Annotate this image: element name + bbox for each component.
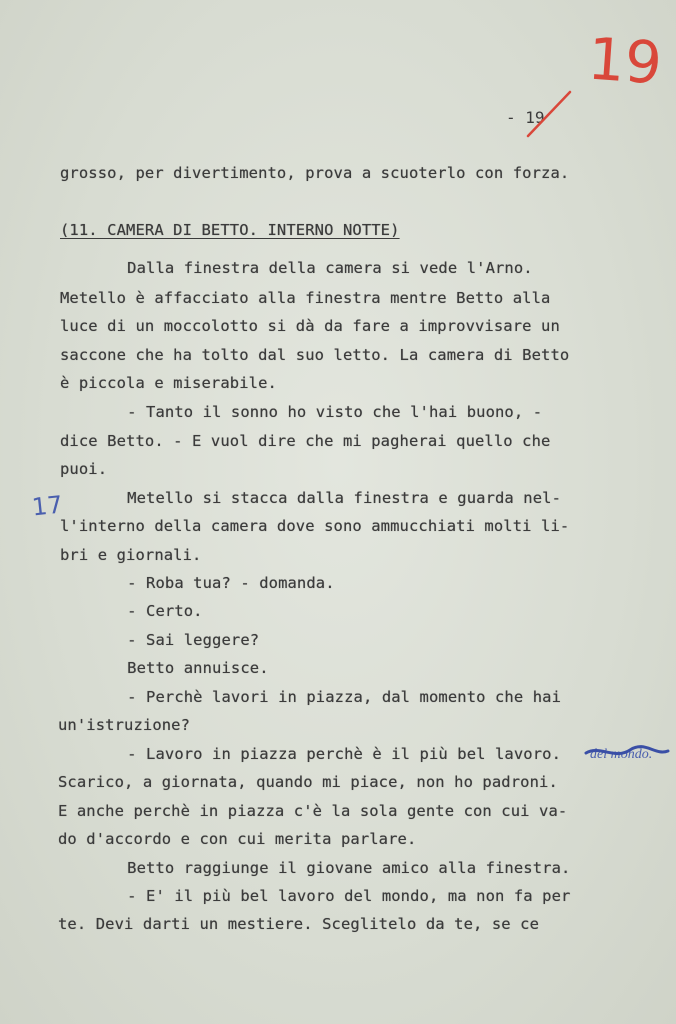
text-line: - Sai leggere? bbox=[80, 631, 260, 649]
text-line: luce di un moccolotto si dà da fare a improvvisare un bbox=[60, 317, 560, 335]
text-line: un'istruzione? bbox=[58, 716, 191, 734]
text-line: - Tanto il sonno ho visto che l'hai buono, - bbox=[80, 403, 543, 421]
text-line: Betto annuisce. bbox=[80, 659, 269, 677]
text-line: Scarico, a giornata, quando mi piace, non ho padroni. bbox=[58, 773, 558, 791]
text-line: saccone che ha tolto dal suo letto. La camera di Betto bbox=[60, 346, 570, 364]
text-line: - Perchè lavori in piazza, dal momento che hai bbox=[80, 688, 562, 706]
text-line: - Certo. bbox=[80, 602, 203, 620]
text-line: E anche perchè in piazza c'è la sola gente con cui va- bbox=[58, 802, 568, 820]
scene-heading: (11. CAMERA DI BETTO. INTERNO NOTTE) bbox=[60, 221, 400, 239]
text-line: bri e giornali. bbox=[60, 546, 202, 564]
text-line: puoi. bbox=[60, 460, 108, 478]
text-line: Metello si stacca dalla finestra e guarda nel- bbox=[80, 489, 562, 507]
text-line: Metello è affacciato alla finestra mentre Betto alla bbox=[60, 289, 551, 307]
text-line: l'interno della camera dove sono ammucchiati molti li- bbox=[60, 517, 570, 535]
handwritten-page-number: 19 bbox=[585, 24, 665, 98]
typed-page-number: - 19 bbox=[506, 108, 545, 127]
text-line: do d'accordo e con cui merita parlare. bbox=[58, 830, 417, 848]
text-line: è piccola e miserabile. bbox=[60, 374, 277, 392]
text-line: te. Devi darti un mestiere. Sceglitelo da te, se ce bbox=[58, 915, 540, 933]
text-line: - Roba tua? - domanda. bbox=[80, 574, 335, 592]
margin-note: 17 bbox=[30, 490, 64, 522]
text-line: - Lavoro in piazza perchè è il più bel lavoro. bbox=[80, 745, 562, 763]
text-line: Betto raggiunge il giovane amico alla finestra. bbox=[80, 859, 571, 877]
text-line: Dalla finestra della camera si vede l'Arno. bbox=[80, 259, 533, 277]
text-line: - E' il più bel lavoro del mondo, ma non fa per bbox=[80, 887, 571, 905]
text-line: dice Betto. - E vuol dire che mi pagherai quello che bbox=[60, 432, 551, 450]
struck-text: del mondo. bbox=[590, 747, 653, 762]
text-line: grosso, per divertimento, prova a scuoterlo con forza. bbox=[60, 164, 570, 182]
